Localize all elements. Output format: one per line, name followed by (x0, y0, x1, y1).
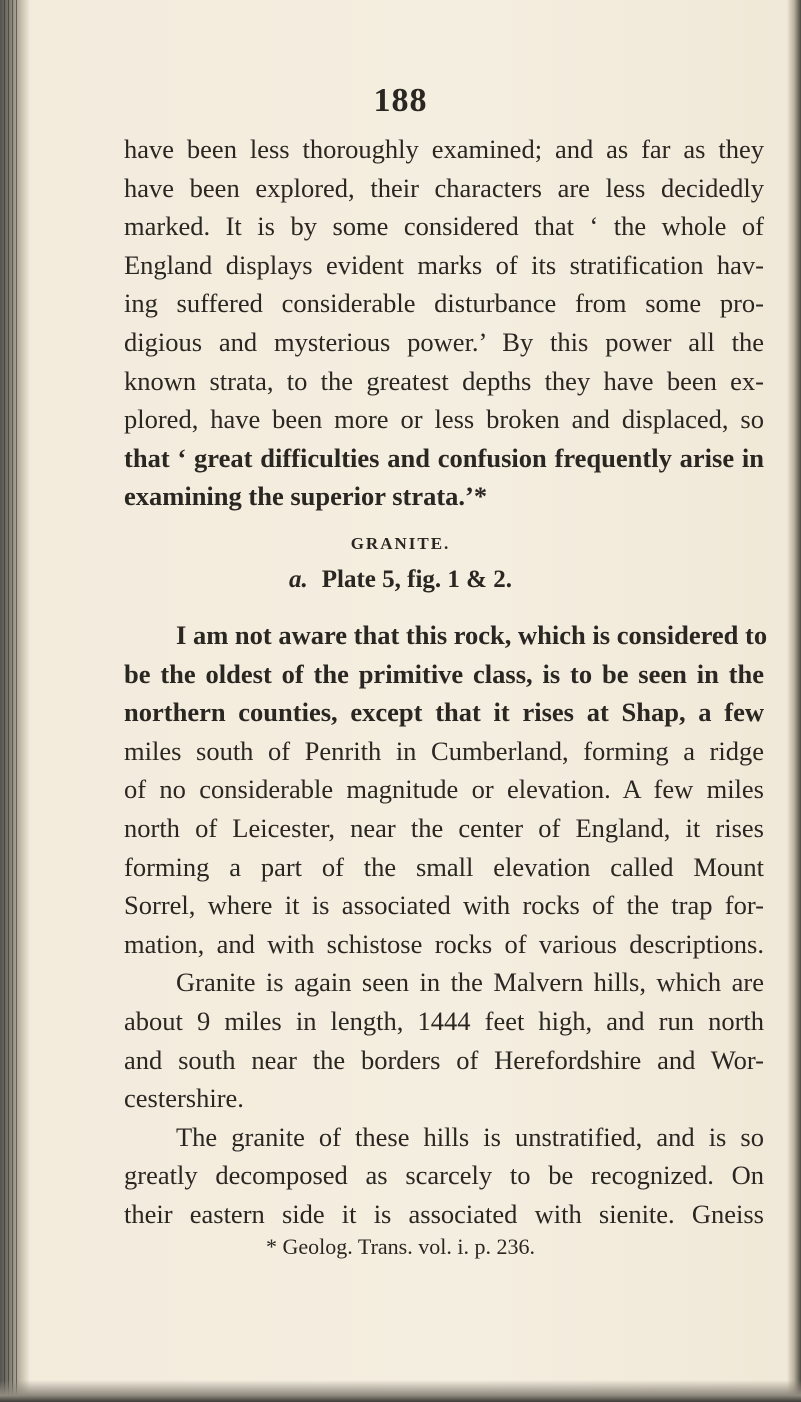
text-line: digious and mysterious power.’ By this power all the (124, 326, 764, 357)
text-line: be the oldest of the primitive class, is to be seen in the (124, 658, 764, 689)
text-line: that ‘ great difficulties and confusion frequently arise in (124, 442, 764, 473)
page-number: 188 (373, 82, 428, 119)
text-line: about 9 miles in length, 1444 feet high, and run north (124, 1005, 764, 1036)
text-line: have been less thoroughly examined; and as far as they (124, 134, 764, 164)
text-line: The granite of these hills is unstratified, and is so (176, 1121, 764, 1152)
text-line: ing suffered considerable disturbance from some pro- (124, 288, 764, 319)
granite-section (124, 616, 768, 1234)
text-line: Sorrel, where it is associated with rocks of the trap for- (124, 890, 764, 921)
text-line: England displays evident marks of its stratification hav- (124, 249, 764, 280)
text-line: forming a part of the small elevation called Mount (124, 851, 764, 882)
text-line: I am not aware that this rock, which is considered to (176, 620, 768, 650)
text-line: marked. It is by some considered that ‘ the whole of (124, 211, 764, 242)
text-line: north of Leicester, near the center of England, it rises (124, 812, 764, 843)
binding-edge-lines (4, 0, 18, 1402)
text-line: their eastern side it is associated with sienite. Gneiss (124, 1198, 764, 1229)
text-line: miles south of Penrith in Cumberland, forming a ridge (124, 735, 764, 766)
text-line: northern counties, except that it rises at Shap, a few (124, 697, 764, 728)
text-line: have been explored, their characters are less decidedly (124, 172, 764, 203)
text-line: greatly decomposed as scarcely to be recognized. On (124, 1160, 764, 1191)
subsection-letter: a. (289, 566, 308, 593)
text-line: and south near the borders of Herefordshire and Wor- (124, 1044, 764, 1075)
plate-reference (0, 566, 801, 594)
text-line: examining the superior strata.’* (124, 481, 488, 512)
text-line: cestershire. (124, 1083, 244, 1114)
text-line: mation, and with schistose rocks of various descriptions. (124, 928, 764, 959)
page-right-edge (787, 0, 801, 1402)
text-line: known strata, to the greatest depths they have been ex- (124, 365, 764, 396)
footnote: * Geolog. Trans. vol. i. p. 236. (266, 1234, 535, 1259)
text-line: plored, have been more or less broken and displaced, so (124, 404, 764, 435)
intro-paragraph (124, 130, 764, 516)
page-bottom-edge (0, 1380, 801, 1402)
plate-reference-text: Plate 5, fig. 1 & 2. (321, 566, 512, 593)
text-line: Granite is again seen in the Malvern hills, which are (176, 967, 764, 998)
text-line: of no considerable magnitude or elevation. A few miles (124, 774, 764, 805)
section-heading: GRANITE. (350, 534, 451, 553)
